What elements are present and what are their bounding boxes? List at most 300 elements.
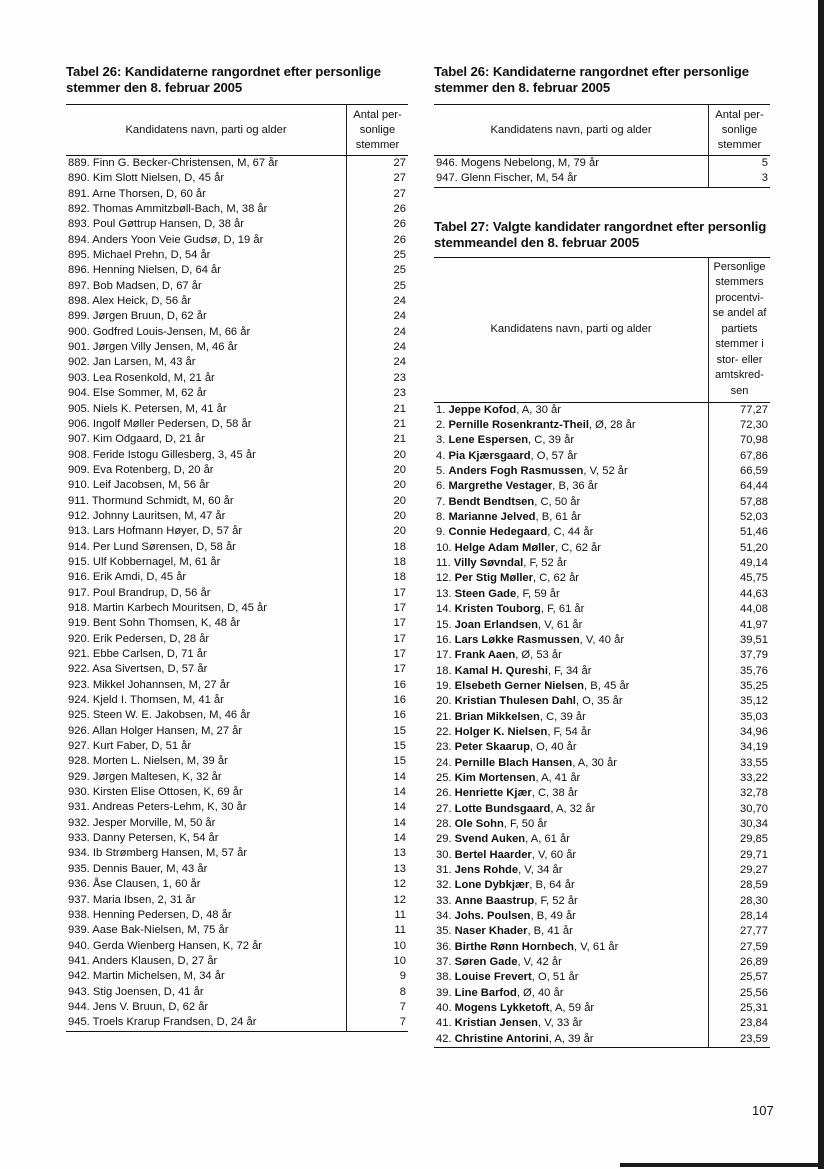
votes-cell: 20 xyxy=(393,463,406,476)
votes-cell: 18 xyxy=(393,555,406,568)
table-row xyxy=(66,739,408,754)
party-age: , O, 35 år xyxy=(575,695,623,708)
table-row xyxy=(66,678,408,693)
table-row xyxy=(66,831,408,846)
votes-cell: 3 xyxy=(761,172,768,185)
candidate-name: Ole Sohn xyxy=(454,817,504,830)
share-cell: 29,71 xyxy=(740,848,768,861)
votes-cell: 24 xyxy=(393,341,406,354)
candidate-name: Steen Gade xyxy=(454,587,517,600)
rank: 36. xyxy=(436,940,455,953)
table-26-part2-body xyxy=(434,156,770,188)
table-row xyxy=(66,754,408,769)
candidate-cell xyxy=(434,449,709,464)
share-cell: 35,25 xyxy=(740,679,768,692)
party-age: , O, 57 år xyxy=(530,449,578,462)
party-age: , C, 62 år xyxy=(533,572,580,585)
rank: 16. xyxy=(436,633,455,646)
votes-cell: 21 xyxy=(393,417,406,430)
table-row xyxy=(434,863,770,878)
party-age: , A, 59 år xyxy=(549,1002,595,1015)
party-age: , V, 33 år xyxy=(538,1017,583,1030)
table-27 xyxy=(434,257,770,1048)
candidate-name: Joan Erlandsen xyxy=(454,618,538,631)
candidate-cell: 941. Anders Klausen, D, 27 år xyxy=(66,954,347,969)
candidate-cell: 942. Martin Michelsen, M, 34 år xyxy=(66,969,347,984)
candidate-name: Mogens Lykketoft xyxy=(454,1002,550,1015)
votes-cell: 17 xyxy=(393,586,406,599)
table-row xyxy=(434,679,770,694)
candidate-cell: 898. Alex Heick, D, 56 år xyxy=(66,294,347,309)
votes-cell: 11 xyxy=(394,908,406,921)
candidate-name: Bendt Bendtsen xyxy=(448,495,535,508)
table-27-title: Tabel 27: Valgte kandidater rangordnet efter personlig stemmeandel den 8. februar 2005 xyxy=(434,218,767,250)
candidate-cell xyxy=(434,633,709,648)
candidate-name: Pernille Rosenkrantz-Theil xyxy=(448,419,589,432)
party-age: , V, 61 år xyxy=(574,940,619,953)
candidate-name: Line Barfod xyxy=(454,986,517,999)
share-cell: 32,78 xyxy=(740,787,768,800)
candidate-name: Jens Rohde xyxy=(454,864,519,876)
candidate-name: Pia Kjærsgaard xyxy=(448,449,531,462)
table-row xyxy=(66,524,408,539)
table-row xyxy=(434,525,770,540)
candidate-cell: 914. Per Lund Sørensen, D, 58 år xyxy=(66,540,347,555)
candidate-name: Søren Gade xyxy=(454,956,518,969)
column-header-votes: Antal per- sonlige stemmer xyxy=(715,108,764,151)
party-age: , Ø, 53 år xyxy=(515,649,562,662)
rank: 32. xyxy=(436,879,455,892)
rank: 13. xyxy=(436,587,455,600)
table-row xyxy=(66,893,408,908)
candidate-cell xyxy=(434,832,709,847)
candidate-cell: 947. Glenn Fischer, M, 54 år xyxy=(434,171,709,187)
share-cell: 35,76 xyxy=(740,664,768,677)
table-row xyxy=(434,894,770,909)
candidate-cell: 921. Ebbe Carlsen, D, 71 år xyxy=(66,647,347,662)
candidate-cell: 939. Aase Bak-Nielsen, M, 75 år xyxy=(66,923,347,938)
share-cell: 66,59 xyxy=(740,465,768,478)
table-row xyxy=(66,309,408,324)
candidate-name: Kim Mortensen xyxy=(454,771,536,784)
party-age: , B, 36 år xyxy=(552,480,598,493)
table-row xyxy=(66,662,408,677)
candidate-cell: 933. Danny Petersen, K, 54 år xyxy=(66,831,347,846)
candidate-cell: 940. Gerda Wienberg Hansen, K, 72 år xyxy=(66,939,347,954)
candidate-name: Kristen Touborg xyxy=(454,603,541,616)
share-cell: 33,22 xyxy=(740,771,768,784)
candidate-cell: 924. Kjeld I. Thomsen, M, 41 år xyxy=(66,693,347,708)
votes-cell: 13 xyxy=(393,862,406,875)
share-cell: 34,96 xyxy=(740,725,768,738)
candidate-name: Jeppe Kofod xyxy=(448,403,517,416)
candidate-name: Kristian Thulesen Dahl xyxy=(454,695,576,708)
party-age: , B, 41 år xyxy=(527,925,573,938)
votes-cell: 20 xyxy=(393,479,406,492)
rank: 14. xyxy=(436,603,455,616)
candidate-cell xyxy=(434,771,709,786)
table-26-part2 xyxy=(434,104,770,188)
candidate-name: Connie Hedegaard xyxy=(448,526,548,539)
rank: 18. xyxy=(436,664,455,677)
candidate-cell: 931. Andreas Peters-Lehm, K, 30 år xyxy=(66,800,347,815)
rank: 1. xyxy=(436,403,449,416)
table-row xyxy=(66,509,408,524)
candidate-cell xyxy=(434,894,709,909)
table-row xyxy=(66,402,408,417)
table-row xyxy=(434,402,770,418)
votes-cell: 14 xyxy=(393,832,406,845)
share-cell: 26,89 xyxy=(740,956,768,969)
candidate-cell: 902. Jan Larsen, M, 43 år xyxy=(66,355,347,370)
table-row xyxy=(434,970,770,985)
votes-cell: 10 xyxy=(393,954,406,967)
party-age: , C, 38 år xyxy=(531,787,578,800)
candidate-cell: 926. Allan Holger Hansen, M, 27 år xyxy=(66,724,347,739)
candidate-cell: 918. Martin Karbech Mouritsen, D, 45 år xyxy=(66,601,347,616)
votes-cell: 24 xyxy=(393,295,406,308)
table-row xyxy=(434,1016,770,1031)
share-cell: 23,84 xyxy=(740,1017,768,1030)
table-26-title: Tabel 26: Kandidaterne rangordnet efter personlige stemmer den 8. februar 2005 xyxy=(66,64,381,95)
candidate-name: Anne Baastrup xyxy=(454,894,535,907)
candidate-cell: 927. Kurt Faber, D, 51 år xyxy=(66,739,347,754)
candidate-cell: 919. Bent Sohn Thomsen, K, 48 år xyxy=(66,616,347,631)
table-row xyxy=(66,263,408,278)
candidate-name: Margrethe Vestager xyxy=(448,480,553,493)
party-age: , A, 41 år xyxy=(535,771,581,784)
rank: 8. xyxy=(436,511,449,524)
rank: 30. xyxy=(436,848,455,861)
votes-cell: 15 xyxy=(393,740,406,753)
table-row xyxy=(434,495,770,510)
table-row xyxy=(434,848,770,863)
party-age: , V, 60 år xyxy=(531,848,577,861)
table-row xyxy=(434,756,770,771)
share-cell: 51,20 xyxy=(740,541,768,554)
table-row xyxy=(434,710,770,725)
candidate-cell: 928. Morten L. Nielsen, M, 39 år xyxy=(66,754,347,769)
candidate-cell: 893. Poul Gøttrup Hansen, D, 38 år xyxy=(66,217,347,232)
candidate-cell xyxy=(434,679,709,694)
table-row xyxy=(434,633,770,648)
candidate-cell: 900. Godfred Louis-Jensen, M, 66 år xyxy=(66,325,347,340)
candidate-name: Bertel Haarder xyxy=(454,848,532,861)
party-age: , A, 30 år xyxy=(572,756,617,769)
candidate-cell: 894. Anders Yoon Veie Gudsø, D, 19 år xyxy=(66,233,347,248)
table-row xyxy=(66,647,408,662)
votes-cell: 25 xyxy=(393,264,406,277)
rank: 28. xyxy=(436,817,455,830)
table-row xyxy=(66,724,408,739)
votes-cell: 17 xyxy=(393,648,406,660)
table-row xyxy=(434,955,770,970)
table-row xyxy=(434,449,770,464)
party-age: , V, 52 år xyxy=(583,465,628,478)
candidate-cell: 910. Leif Jacobsen, M, 56 år xyxy=(66,478,347,493)
rank: 20. xyxy=(436,695,455,708)
rank: 6. xyxy=(436,480,449,493)
candidate-cell xyxy=(434,940,709,955)
candidate-cell xyxy=(434,740,709,755)
table-row xyxy=(66,785,408,800)
rank: 27. xyxy=(436,802,455,815)
candidate-cell: 934. Ib Strømberg Hansen, M, 57 år xyxy=(66,846,347,861)
candidate-cell xyxy=(434,863,709,878)
share-cell: 25,31 xyxy=(740,1002,768,1015)
candidate-cell: 929. Jørgen Maltesen, K, 32 år xyxy=(66,770,347,785)
candidate-cell: 904. Else Sommer, M, 62 år xyxy=(66,386,347,401)
share-cell: 45,75 xyxy=(740,572,768,585)
rank: 5. xyxy=(436,465,449,478)
votes-cell: 14 xyxy=(393,816,406,829)
share-cell: 28,30 xyxy=(740,894,768,907)
party-age: , V, 40 år xyxy=(579,633,625,646)
votes-cell: 14 xyxy=(393,786,406,799)
table-row xyxy=(66,417,408,432)
table-row xyxy=(66,187,408,202)
votes-cell: 15 xyxy=(393,724,406,737)
rank: 21. xyxy=(436,710,455,723)
table-row xyxy=(434,618,770,633)
votes-cell: 18 xyxy=(393,540,406,553)
share-cell: 64,44 xyxy=(740,480,768,493)
votes-cell: 24 xyxy=(393,310,406,323)
candidate-cell: 896. Henning Nielsen, D, 64 år xyxy=(66,263,347,278)
table-27-body xyxy=(434,402,770,1047)
table-row xyxy=(434,832,770,847)
candidate-cell xyxy=(434,1032,709,1048)
table-row xyxy=(434,802,770,817)
party-age: , A, 39 år xyxy=(548,1032,594,1045)
candidate-cell xyxy=(434,970,709,985)
candidate-cell: 930. Kirsten Elise Ottosen, K, 69 år xyxy=(66,785,347,800)
rank: 17. xyxy=(436,649,455,662)
party-age: , A, 32 år xyxy=(550,802,596,815)
table-row xyxy=(66,846,408,861)
table-row xyxy=(434,541,770,556)
party-age: , B, 64 år xyxy=(529,879,575,892)
party-age: , F, 52 år xyxy=(523,557,567,570)
table-row xyxy=(434,986,770,1001)
rank: 10. xyxy=(436,541,455,554)
candidate-cell xyxy=(434,541,709,556)
candidate-cell: 890. Kim Slott Nielsen, D, 45 år xyxy=(66,171,347,186)
rank: 4. xyxy=(436,449,449,462)
candidate-name: Pernille Blach Hansen xyxy=(454,756,573,769)
page-number: 107 xyxy=(752,1103,774,1118)
candidate-cell: 946. Mogens Nebelong, M, 79 år xyxy=(434,156,709,172)
candidate-cell: 901. Jørgen Villy Jensen, M, 46 år xyxy=(66,340,347,355)
candidate-cell: 925. Steen W. E. Jakobsen, M, 46 år xyxy=(66,708,347,723)
table-row xyxy=(434,924,770,939)
votes-cell: 25 xyxy=(393,249,406,262)
table-row xyxy=(434,464,770,479)
rank: 9. xyxy=(436,526,449,539)
party-age: , C, 44 år xyxy=(547,526,594,539)
table-row xyxy=(66,355,408,370)
candidate-cell xyxy=(434,433,709,448)
party-age: , C, 39 år xyxy=(528,434,575,447)
votes-cell: 20 xyxy=(393,509,406,522)
candidate-cell: 909. Eva Rotenberg, D, 20 år xyxy=(66,463,347,478)
party-age: , F, 59 år xyxy=(516,587,560,600)
table-row xyxy=(434,171,770,187)
candidate-cell: 920. Erik Pedersen, D, 28 år xyxy=(66,632,347,647)
table-row xyxy=(66,202,408,217)
candidate-cell: 907. Kim Odgaard, D, 21 år xyxy=(66,432,347,447)
candidate-cell: 908. Feride Istogu Gillesberg, 3, 45 år xyxy=(66,448,347,463)
right-column xyxy=(434,64,770,1048)
share-cell: 30,70 xyxy=(740,802,768,815)
table-row xyxy=(434,786,770,801)
table-row xyxy=(66,325,408,340)
candidate-name: Kristian Jensen xyxy=(454,1017,538,1030)
share-cell: 67,86 xyxy=(740,449,768,462)
candidate-name: Kamal H. Qureshi xyxy=(454,664,548,677)
table-row xyxy=(434,1032,770,1048)
share-cell: 33,55 xyxy=(740,756,768,769)
votes-cell: 9 xyxy=(399,970,406,983)
table-row xyxy=(66,371,408,386)
table-26-part1-body xyxy=(66,156,408,1032)
table-row xyxy=(66,632,408,647)
votes-cell: 12 xyxy=(393,893,406,906)
candidate-cell: 923. Mikkel Johannsen, M, 27 år xyxy=(66,678,347,693)
share-cell: 27,77 xyxy=(740,925,768,938)
table-row xyxy=(66,969,408,984)
candidate-cell xyxy=(434,694,709,709)
votes-cell: 20 xyxy=(393,525,406,538)
votes-cell: 16 xyxy=(393,678,406,691)
share-cell: 35,12 xyxy=(740,695,768,708)
share-cell: 44,08 xyxy=(740,603,768,616)
column-header-name: Kandidatens navn, parti og alder xyxy=(66,105,347,156)
table-row xyxy=(66,770,408,785)
candidate-cell: 943. Stig Joensen, D, 41 år xyxy=(66,985,347,1000)
candidate-cell xyxy=(434,786,709,801)
candidate-name: Lotte Bundsgaard xyxy=(454,802,551,815)
candidate-cell xyxy=(434,909,709,924)
votes-cell: 14 xyxy=(393,770,406,783)
candidate-cell: 935. Dennis Bauer, M, 43 år xyxy=(66,862,347,877)
party-age: , F, 54 år xyxy=(547,725,591,738)
candidate-cell: 899. Jørgen Bruun, D, 62 år xyxy=(66,309,347,324)
candidate-cell: 912. Johnny Lauritsen, M, 47 år xyxy=(66,509,347,524)
table-row xyxy=(66,708,408,723)
share-cell: 37,79 xyxy=(740,649,768,662)
share-cell: 25,56 xyxy=(740,986,768,999)
votes-cell: 26 xyxy=(393,218,406,231)
candidate-name: Villy Søvndal xyxy=(453,557,524,570)
share-cell: 27,59 xyxy=(740,940,768,953)
rank: 15. xyxy=(436,618,455,631)
rank: 12. xyxy=(436,572,455,585)
candidate-cell: 932. Jesper Morville, M, 50 år xyxy=(66,816,347,831)
rank: 42. xyxy=(436,1032,455,1045)
candidate-cell xyxy=(434,848,709,863)
candidate-cell: 891. Arne Thorsen, D, 60 år xyxy=(66,187,347,202)
left-column xyxy=(66,64,408,1032)
votes-cell: 17 xyxy=(393,601,406,614)
table-row xyxy=(66,816,408,831)
party-age: , A, 61 år xyxy=(525,833,570,846)
votes-cell: 15 xyxy=(393,755,406,768)
party-age: , B, 61 år xyxy=(535,511,581,524)
table-row xyxy=(434,587,770,602)
votes-cell: 26 xyxy=(393,203,406,216)
candidate-cell xyxy=(434,602,709,617)
rank: 33. xyxy=(436,894,455,907)
rank: 26. xyxy=(436,787,455,800)
votes-cell: 27 xyxy=(393,187,406,200)
votes-cell: 27 xyxy=(393,172,406,185)
table-row xyxy=(66,616,408,631)
candidate-name: Birthe Rønn Hornbech xyxy=(454,940,575,953)
table-row xyxy=(66,294,408,309)
table-row xyxy=(434,664,770,679)
table-row xyxy=(66,156,408,172)
rank: 37. xyxy=(436,956,455,969)
candidate-cell: 903. Lea Rosenkold, M, 21 år xyxy=(66,371,347,386)
candidate-cell xyxy=(434,571,709,586)
candidate-cell xyxy=(434,986,709,1001)
votes-cell: 27 xyxy=(393,157,406,169)
candidate-name: Christine Antorini xyxy=(454,1032,549,1045)
table-row xyxy=(66,494,408,509)
share-cell: 34,19 xyxy=(740,741,768,754)
candidate-cell xyxy=(434,495,709,510)
candidate-cell xyxy=(434,924,709,939)
votes-cell: 17 xyxy=(393,632,406,645)
table-row xyxy=(66,555,408,570)
candidate-cell: 913. Lars Hofmann Høyer, D, 57 år xyxy=(66,524,347,539)
candidate-cell xyxy=(434,510,709,525)
party-age: , V, 61 år xyxy=(537,618,583,631)
votes-cell: 24 xyxy=(393,325,406,338)
scan-edge-right xyxy=(818,0,824,1169)
party-age: , C, 62 år xyxy=(554,541,601,554)
candidate-cell: 922. Asa Sivertsen, D, 57 år xyxy=(66,662,347,677)
candidate-name: Peter Skaarup xyxy=(454,741,530,754)
table-26-cont-title: Tabel 26: Kandidaterne rangordnet efter personlige stemmer den 8. februar 2005 xyxy=(434,64,749,95)
column-header-votes: Antal per- sonlige stemmer xyxy=(353,108,402,151)
candidate-cell: 944. Jens V. Bruun, D, 62 år xyxy=(66,1000,347,1015)
candidate-name: Anders Fogh Rasmussen xyxy=(448,465,584,478)
rank: 39. xyxy=(436,986,455,999)
table-row xyxy=(66,340,408,355)
party-age: , Ø, 40 år xyxy=(516,986,564,999)
table-row xyxy=(66,1000,408,1015)
candidate-cell: 892. Thomas Ammitzbøll-Bach, M, 38 år xyxy=(66,202,347,217)
table-row xyxy=(66,478,408,493)
column-header-name: Kandidatens navn, parti og alder xyxy=(434,257,709,402)
candidate-cell xyxy=(434,817,709,832)
candidate-cell xyxy=(434,710,709,725)
party-age: , F, 61 år xyxy=(540,603,585,616)
party-age: , V, 34 år xyxy=(518,864,563,876)
rank: 40. xyxy=(436,1002,455,1015)
party-age: , B, 45 år xyxy=(584,679,630,692)
candidate-name: Lene Espersen xyxy=(448,434,529,447)
party-age: , A, 30 år xyxy=(516,403,561,416)
votes-cell: 12 xyxy=(393,878,406,891)
share-cell: 35,03 xyxy=(740,710,768,723)
share-cell: 70,98 xyxy=(740,434,768,447)
share-cell: 28,59 xyxy=(740,879,768,892)
share-cell: 57,88 xyxy=(740,495,768,508)
table-row xyxy=(434,725,770,740)
